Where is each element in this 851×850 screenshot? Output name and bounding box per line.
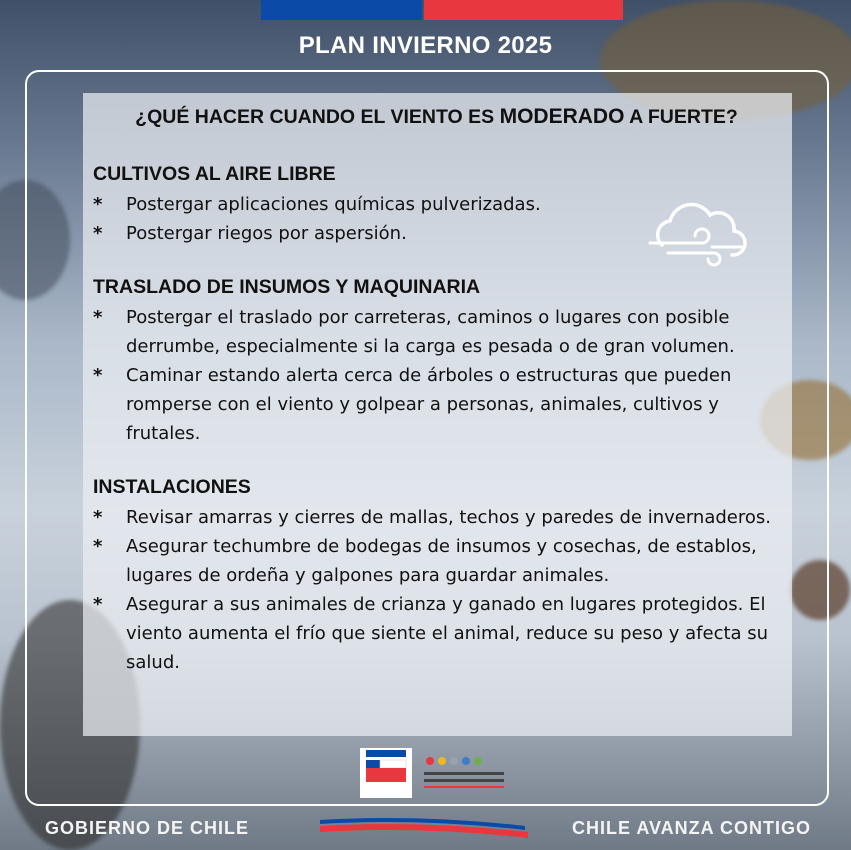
- page-title: PLAN INVIERNO 2025: [298, 32, 553, 59]
- section-instalaciones: [93, 476, 780, 677]
- section-heading: CULTIVOS AL AIRE LIBRE: [93, 163, 336, 185]
- list-item: [93, 532, 780, 590]
- bullet: *: [93, 194, 103, 215]
- bullet: *: [93, 507, 103, 528]
- ministry-logos: [360, 748, 510, 798]
- footer-government: GOBIERNO DE CHILE: [45, 818, 250, 838]
- section-heading: TRASLADO DE INSUMOS Y MAQUINARIA: [93, 276, 481, 298]
- bullet-list: [93, 503, 780, 677]
- section-heading: INSTALACIONES: [93, 476, 251, 498]
- list-item: [93, 503, 780, 532]
- flag-bar-red: [424, 0, 623, 20]
- question-heading: [93, 105, 780, 129]
- question-text-after: A FUERTE?: [624, 106, 738, 128]
- list-item-text: Revisar amarras y cierres de mallas, techos y paredes de invernaderos.: [126, 507, 771, 528]
- bullet: *: [93, 594, 103, 615]
- list-item-text: Postergar riegos por aspersión.: [126, 223, 407, 244]
- section-traslado: [93, 276, 780, 448]
- flag-bar-blue: [261, 0, 422, 20]
- bullet-list: [93, 303, 780, 448]
- list-item-text: Caminar estando alerta cerca de árboles o estructuras que pueden romperse con el viento y golpear a personas, animales, cultivos y frutales.: [126, 365, 732, 444]
- list-item: [93, 361, 780, 448]
- bullet: *: [93, 365, 103, 386]
- question-text-before: ¿QUÉ HACER CUANDO EL VIENTO ES: [135, 106, 500, 128]
- bullet: *: [93, 307, 103, 328]
- bullet: *: [93, 223, 103, 244]
- list-item-text: Asegurar techumbre de bodegas de insumos y cosechas, de establos, lugares de ordeña y galpones para guardar animales.: [126, 536, 757, 586]
- list-item: [93, 590, 780, 677]
- list-item-text: Postergar aplicaciones químicas pulverizadas.: [126, 194, 541, 215]
- footer-slogan: CHILE AVANZA CONTIGO: [572, 818, 811, 838]
- question-emphasis: MODERADO: [499, 105, 625, 128]
- flag-stripe: [320, 812, 530, 842]
- list-item-text: Asegurar a sus animales de crianza y ganado en lugares protegidos. El viento aumenta el frío que siente el animal, reduce su peso y afecta su salud.: [126, 594, 769, 673]
- list-item-text: Postergar el traslado por carreteras, caminos o lugares con posible derrumbe, especialmente si la carga es pesada o de gran volumen.: [126, 307, 735, 357]
- info-panel: [83, 93, 792, 736]
- bullet: *: [93, 536, 103, 557]
- list-item: [93, 303, 780, 361]
- cloud-moon-wind-icon: [646, 193, 758, 269]
